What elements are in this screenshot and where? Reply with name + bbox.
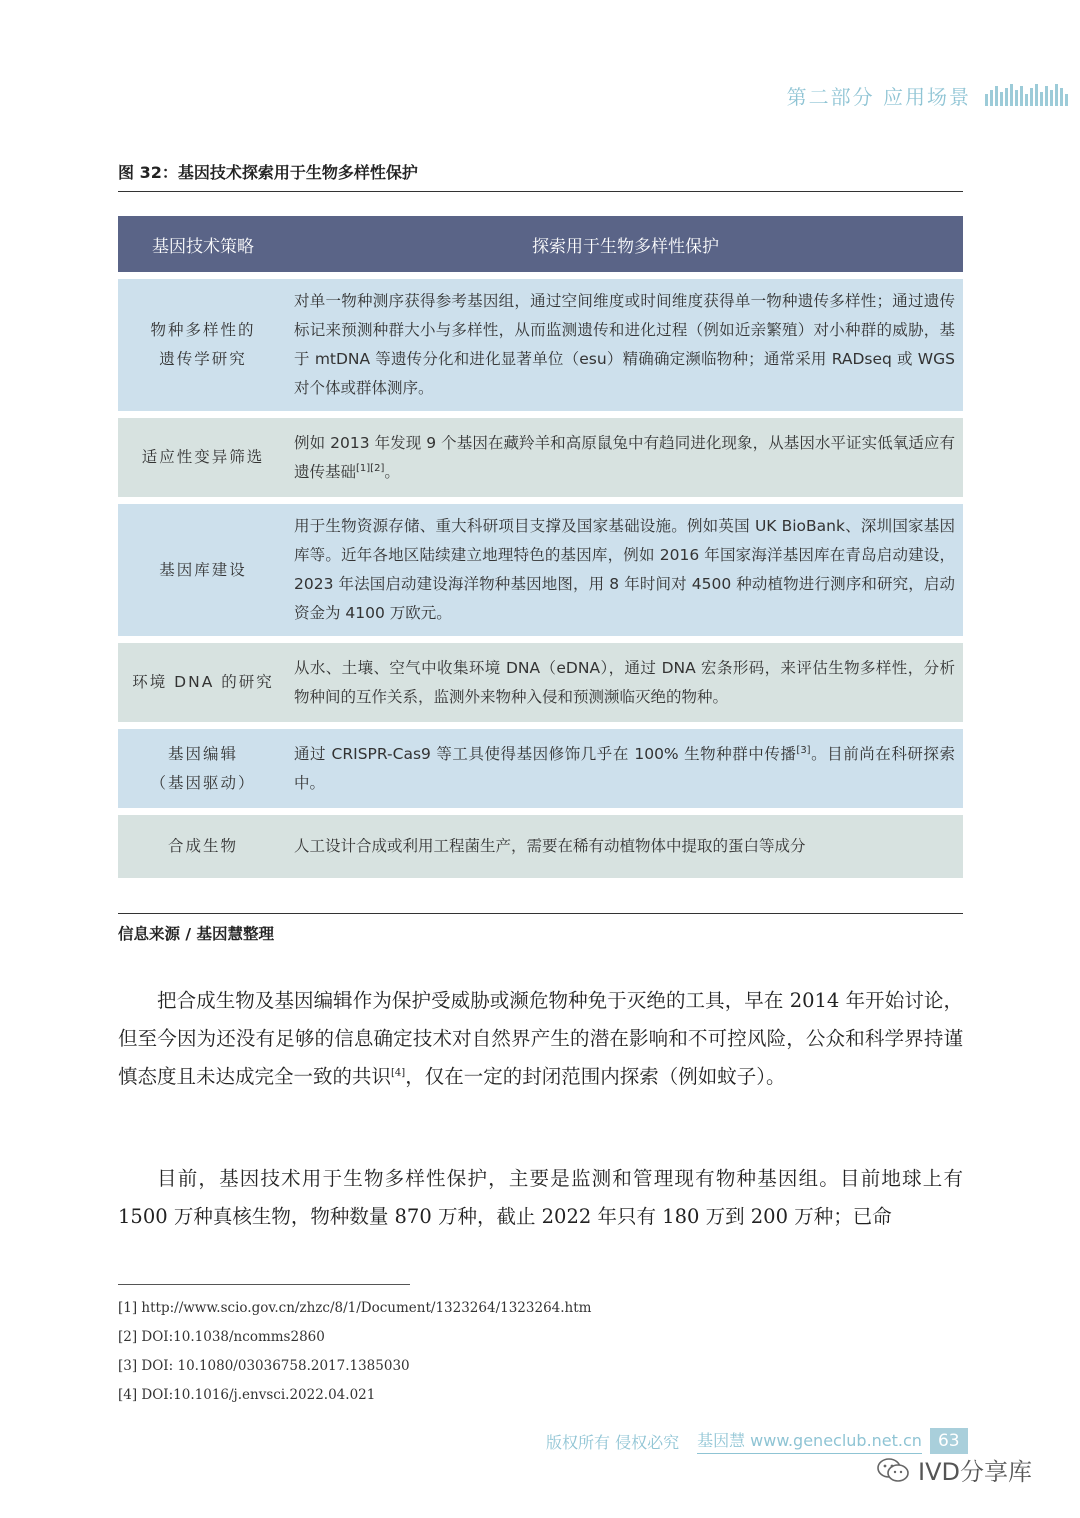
footnote-divider [118,1284,410,1285]
row-strategy: 适应性变异筛选 [141,448,265,466]
figure-title: 图 32：基因技术探索用于生物多样性保护 [118,160,963,192]
running-header [787,80,1068,110]
watermark [876,1452,1032,1487]
table-row [118,815,963,878]
copyright-notice: 版权所有 侵权必究 [546,1432,680,1452]
row-description: 例如 2013 年发现 9 个基因在藏羚羊和高原鼠兔中有趋同进化现象，从基因水平证实低氧适应有遗传基础[1][2]。 [294,433,955,481]
wechat-icon [876,1456,910,1484]
column-header-application: 探索用于生物多样性保护 [532,236,719,257]
table-row [118,279,963,411]
body-paragraph: 把合成生物及基因编辑作为保护受威胁或濒危物种免于灭绝的工具，早在 2014 年开始讨论，但至今因为还没有足够的信息确定技术对自然界产生的潜在影响和不可控风险，公众和科学界持谨慎态度且未达成完全一致的共识[4]，仅在一定的封闭范围内探索（例如蚊子）。 [118,989,963,1088]
page-number: 63 [930,1428,968,1454]
table-row [118,418,963,497]
footnote-item: [3] DOI: 10.1080/03036758.2017.1385030 [118,1358,410,1374]
row-strategy: 物种多样性的 遗传学研究 [150,321,256,368]
row-strategy: 基因编辑 （基因驱动） [150,744,256,792]
column-header-strategy: 基因技术策略 [152,236,254,257]
table-row [118,504,963,636]
page-footer [546,1428,968,1454]
footnote-item: [2] DOI:10.1038/ncomms2860 [118,1329,325,1345]
row-description: 用于生物资源存储、重大科研项目支撑及国家基础设施。例如英国 UK BioBank、深圳国家基因库等。近年各地区陆续建立地理特色的基因库，例如 2016 年国家海洋基因库在青岛启动建设，2023 年法国启动建设海洋物种基因地图，用 8 年时间对 4500 种动植物进行测序和研究，启动资金为 4100 万欧元。 [294,517,955,622]
row-strategy: 基因库建设 [159,560,247,579]
row-strategy: 合成生物 [167,837,238,855]
row-description: 从水、土壤、空气中收集环境 DNA（eDNA），通过 DNA 宏条形码，来评估生物多样性，分析物种间的互作关系，监测外来物种入侵和预测濒临灭绝的物种。 [294,658,955,706]
header-bars-decoration [985,84,1068,106]
table-row [118,729,963,808]
citation-ref: [3] [796,744,811,756]
row-description: 对单一物种测序获得参考基因组，通过空间维度或时间维度获得单一物种遗传多样性；通过遗传标记来预测种群大小与多样性，从而监测遗传和进化过程（例如近亲繁殖）对小种群的威胁，基于 mtDNA 等遗传分化和进化显著单位（esu）精确确定濒临物种；通常采用 RADseq 或 WGS 对个体或群体测序。 [294,292,955,397]
section-title: 第二部分 应用场景 [786,84,971,109]
table-row [118,643,963,722]
row-description: 通过 CRISPR-Cas9 等工具使得基因修饰几乎在 100% 生物种群中传播[3]。目前尚在科研探索中。 [294,744,955,792]
figure-source: 信息来源 / 基因慧整理 [118,913,963,944]
row-strategy: 环境 DNA 的研究 [132,673,274,691]
strategy-table [118,216,963,878]
citation-ref: [4] [391,1067,406,1079]
footnote-item: [4] DOI:10.1016/j.envsci.2022.04.021 [118,1387,376,1403]
footnotes [118,1294,818,1410]
body-paragraph: 目前，基因技术用于生物多样性保护，主要是监测和管理现有物种基因组。目前地球上有 1500 万种真核生物，物种数量 870 万种，截止 2022 年只有 180 万到 200 万种；已命 [118,1167,963,1228]
brand-url: 基因慧 www.geneclub.net.cn [697,1428,922,1454]
citation-ref: [1][2] [356,462,385,474]
footnote-item: [1] http://www.scio.gov.cn/zhzc/8/1/Document/1323264/1323264.htm [118,1300,592,1316]
watermark-text: IVD分享库 [918,1458,1032,1486]
table-header [118,216,963,272]
row-description: 人工设计合成或利用工程菌生产，需要在稀有动植物体中提取的蛋白等成分 [294,837,806,855]
